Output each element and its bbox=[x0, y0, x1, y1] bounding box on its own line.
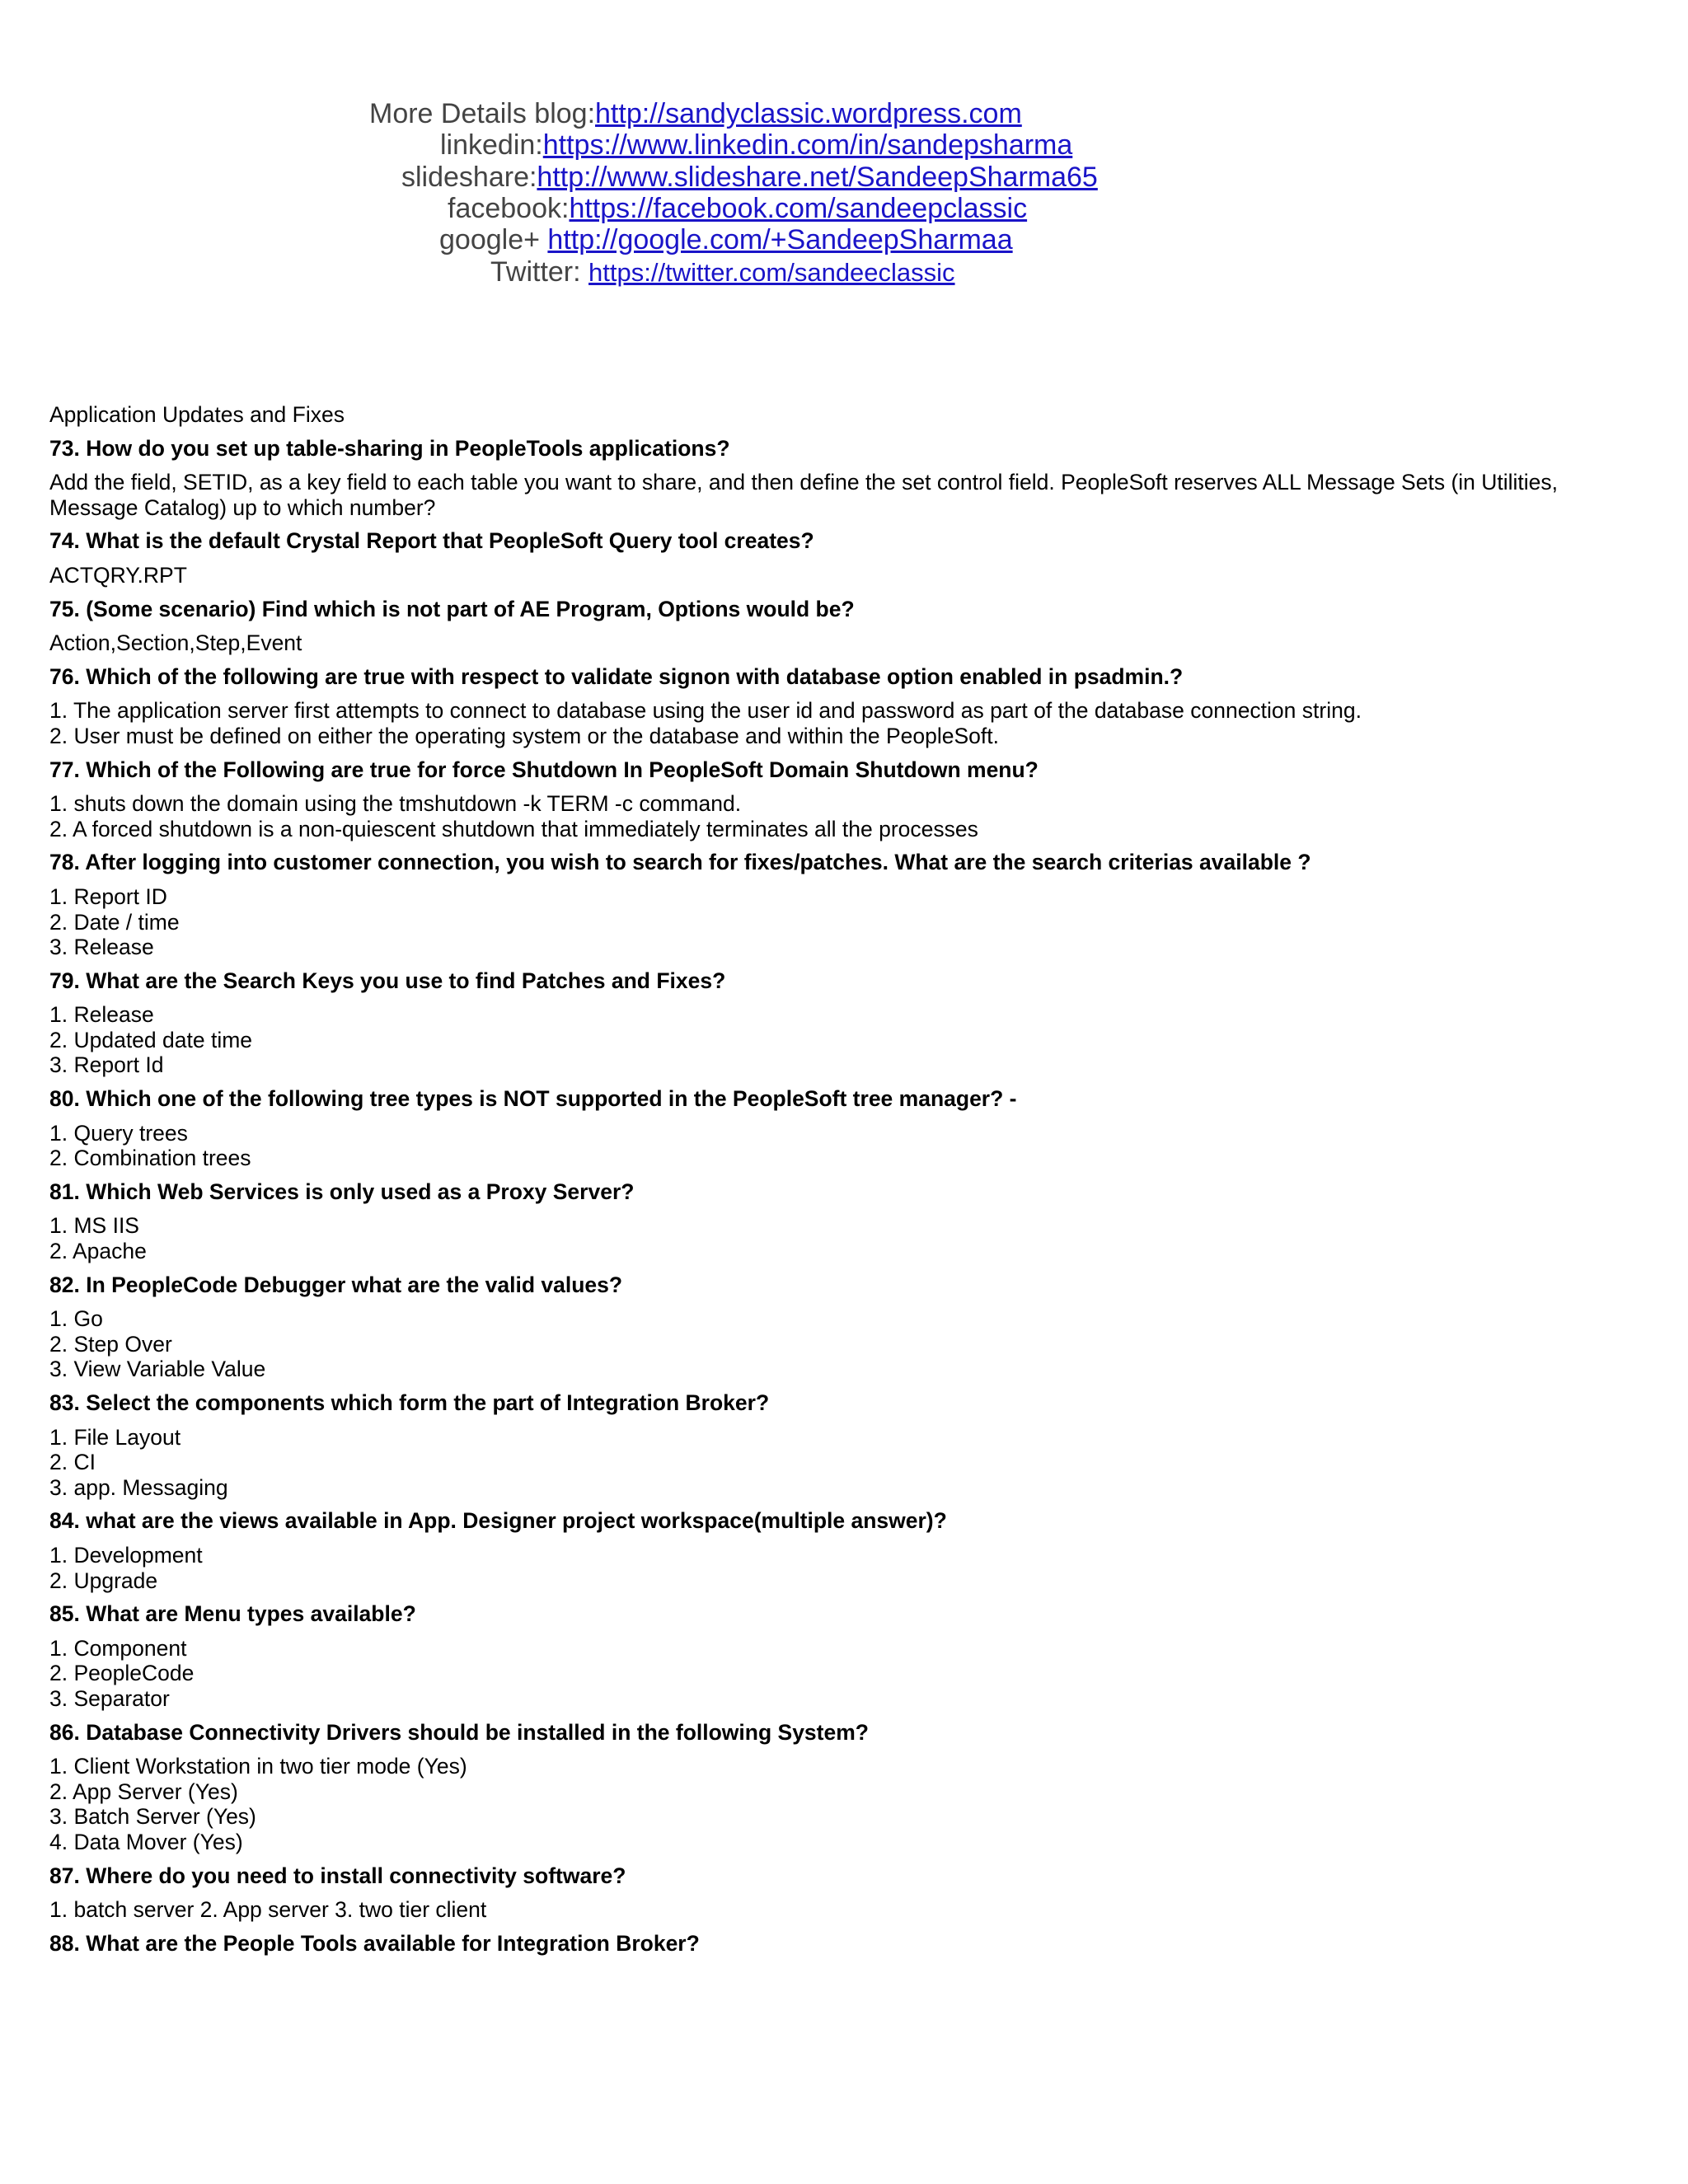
contact-line-twitter bbox=[490, 255, 955, 289]
answer-line: 2. Updated date time bbox=[49, 1027, 253, 1052]
contact-label: facebook: bbox=[448, 193, 570, 224]
question-text: 73. How do you set up table-sharing in PeopleTools applications? bbox=[49, 435, 730, 461]
answer-line: 1. MS IIS bbox=[49, 1213, 139, 1239]
answer-line: 3. Release bbox=[49, 935, 154, 960]
answer-line: 3. Batch Server (Yes) bbox=[49, 1804, 256, 1830]
question-text: 76. Which of the following are true with respect to validate signon with database option enabled in psadmin.? bbox=[49, 663, 1184, 689]
answer-line: 1. Client Workstation in two tier mode (Yes) bbox=[49, 1754, 467, 1779]
question-text: 74. What is the default Crystal Report that PeopleSoft Query tool creates? bbox=[49, 528, 814, 554]
answer-line: 2. App Server (Yes) bbox=[49, 1779, 238, 1804]
answer-line: 3. app. Messaging bbox=[49, 1474, 228, 1500]
question-text: 81. Which Web Services is only used as a Proxy Server? bbox=[49, 1179, 635, 1204]
answer-block bbox=[49, 1213, 1632, 1263]
answer-block bbox=[49, 791, 1632, 841]
contact-label: google+ bbox=[439, 224, 548, 255]
qa-item bbox=[49, 1931, 1632, 1957]
facebook-link[interactable]: https://facebook.com/sandeepclassic bbox=[569, 193, 1028, 224]
question-text: 79. What are the Search Keys you use to find Patches and Fixes? bbox=[49, 968, 726, 993]
answer-block bbox=[49, 1002, 1632, 1078]
answer-line: 2. Apache bbox=[49, 1239, 147, 1264]
answer-line: 1. File Layout bbox=[49, 1424, 181, 1450]
slideshare-link[interactable]: http://www.slideshare.net/SandeepSharma65 bbox=[537, 162, 1098, 193]
qa-item bbox=[49, 1601, 1632, 1711]
question-text: 87. Where do you need to install connectivity software? bbox=[49, 1863, 626, 1888]
answer-line: 2. CI bbox=[49, 1450, 96, 1475]
answer-line: 1. Go bbox=[49, 1306, 103, 1332]
qa-item bbox=[49, 1086, 1632, 1171]
google-plus-link[interactable]: http://google.com/+SandeepSharmaa bbox=[547, 224, 1013, 255]
twitter-link[interactable]: https://twitter.com/sandeeclassic bbox=[588, 258, 955, 287]
question-text: 82. In PeopleCode Debugger what are the valid values? bbox=[49, 1272, 623, 1297]
answer-block bbox=[49, 1121, 1632, 1171]
qa-item bbox=[49, 436, 1632, 521]
question-text: 86. Database Connectivity Drivers should be installed in the following System? bbox=[49, 1719, 869, 1745]
question-text: 88. What are the People Tools available for Integration Broker? bbox=[49, 1930, 700, 1956]
qa-item bbox=[49, 1508, 1632, 1593]
answer-line: 3. Report Id bbox=[49, 1052, 164, 1078]
answer-line: 2. User must be defined on either the operating system or the database and within the PeopleSoft. bbox=[49, 723, 999, 748]
answer-line: 1. The application server first attempts to connect to database using the user id and password as part of the database connection string. bbox=[49, 698, 1362, 724]
answer-line: 2. A forced shutdown is a non-quiescent shutdown that immediately terminates all the processes bbox=[49, 816, 978, 841]
answer-block bbox=[49, 698, 1632, 748]
answer-line: 3. Separator bbox=[49, 1685, 170, 1711]
answer-line: Action,Section,Step,Event bbox=[49, 630, 302, 656]
question-text: 83. Select the components which form the part of Integration Broker? bbox=[49, 1390, 770, 1415]
qa-item bbox=[49, 1179, 1632, 1264]
question-text: 75. (Some scenario) Find which is not part of AE Program, Options would be? bbox=[49, 596, 855, 621]
answer-line: 1. Report ID bbox=[49, 883, 167, 909]
answer-block bbox=[49, 1425, 1632, 1501]
qa-item bbox=[49, 968, 1632, 1078]
contact-label: More Details blog: bbox=[369, 98, 596, 129]
qa-item bbox=[49, 1720, 1632, 1855]
answer-line: 1. batch server 2. App server 3. two tier client bbox=[49, 1897, 487, 1923]
document-body bbox=[49, 402, 1632, 1965]
qa-item bbox=[49, 1863, 1632, 1923]
linkedin-link[interactable]: https://www.linkedin.com/in/sandepsharma bbox=[542, 129, 1073, 161]
blog-link[interactable]: http://sandyclassic.wordpress.com bbox=[595, 98, 1022, 129]
contact-label: Twitter: bbox=[490, 256, 589, 288]
answer-line: Add the field, SETID, as a key field to each table you want to share, and then define the set control field. PeopleSoft reserves ALL Message Sets (in Utilities, Message Catalog) up to which number? bbox=[49, 470, 1559, 520]
answer-line: 2. Date / time bbox=[49, 909, 180, 935]
qa-item bbox=[49, 1272, 1632, 1382]
answer-line: 2. PeopleCode bbox=[49, 1661, 195, 1686]
question-text: 84. what are the views available in App. Designer project workspace(multiple answer)? bbox=[49, 1508, 947, 1534]
answer-block bbox=[49, 1754, 1632, 1854]
contact-label: linkedin: bbox=[440, 129, 543, 161]
answer-block bbox=[49, 1306, 1632, 1382]
answer-line: 1. Query trees bbox=[49, 1120, 188, 1146]
answer-line: 4. Data Mover (Yes) bbox=[49, 1829, 243, 1854]
answer-line: 1. Release bbox=[49, 1002, 154, 1028]
answer-line: 3. View Variable Value bbox=[49, 1357, 266, 1382]
question-text: 80. Which one of the following tree types is NOT supported in the PeopleSoft tree manager? - bbox=[49, 1086, 1017, 1112]
answer-line: ACTQRY.RPT bbox=[49, 562, 187, 588]
contact-line-facebook bbox=[448, 192, 1027, 225]
contact-line-blog bbox=[369, 97, 1022, 130]
qa-item bbox=[49, 528, 1632, 588]
answer-line: 1. Component bbox=[49, 1635, 187, 1661]
answer-line: 1. shuts down the domain using the tmshutdown -k TERM -c command. bbox=[49, 791, 742, 817]
contact-label: slideshare: bbox=[401, 162, 537, 193]
answer-line: 1. Development bbox=[49, 1542, 203, 1568]
qa-item bbox=[49, 597, 1632, 656]
answer-block bbox=[49, 563, 1632, 588]
question-text: 77. Which of the Following are true for force Shutdown In PeopleSoft Domain Shutdown menu? bbox=[49, 757, 1039, 782]
question-text: 85. What are Menu types available? bbox=[49, 1601, 416, 1627]
contact-line-linkedin bbox=[440, 129, 1072, 162]
answer-line: 2. Combination trees bbox=[49, 1146, 251, 1171]
answer-line: 2. Step Over bbox=[49, 1331, 172, 1357]
answer-block bbox=[49, 1543, 1632, 1593]
answer-line: 2. Upgrade bbox=[49, 1568, 158, 1593]
section-title: Application Updates and Fixes bbox=[49, 402, 345, 427]
qa-item bbox=[49, 664, 1632, 749]
answer-block bbox=[49, 470, 1632, 520]
contact-line-slideshare bbox=[401, 161, 1098, 194]
answer-block bbox=[49, 884, 1632, 960]
contact-line-google bbox=[439, 223, 1013, 256]
answer-block bbox=[49, 1897, 1632, 1923]
answer-block bbox=[49, 1636, 1632, 1712]
qa-list bbox=[49, 436, 1632, 1957]
qa-item bbox=[49, 1390, 1632, 1500]
question-text: 78. After logging into customer connection, you wish to search for fixes/patches. What are the search criterias available ? bbox=[49, 850, 1311, 875]
answer-block bbox=[49, 630, 1632, 656]
qa-item bbox=[49, 850, 1632, 959]
qa-item bbox=[49, 757, 1632, 842]
